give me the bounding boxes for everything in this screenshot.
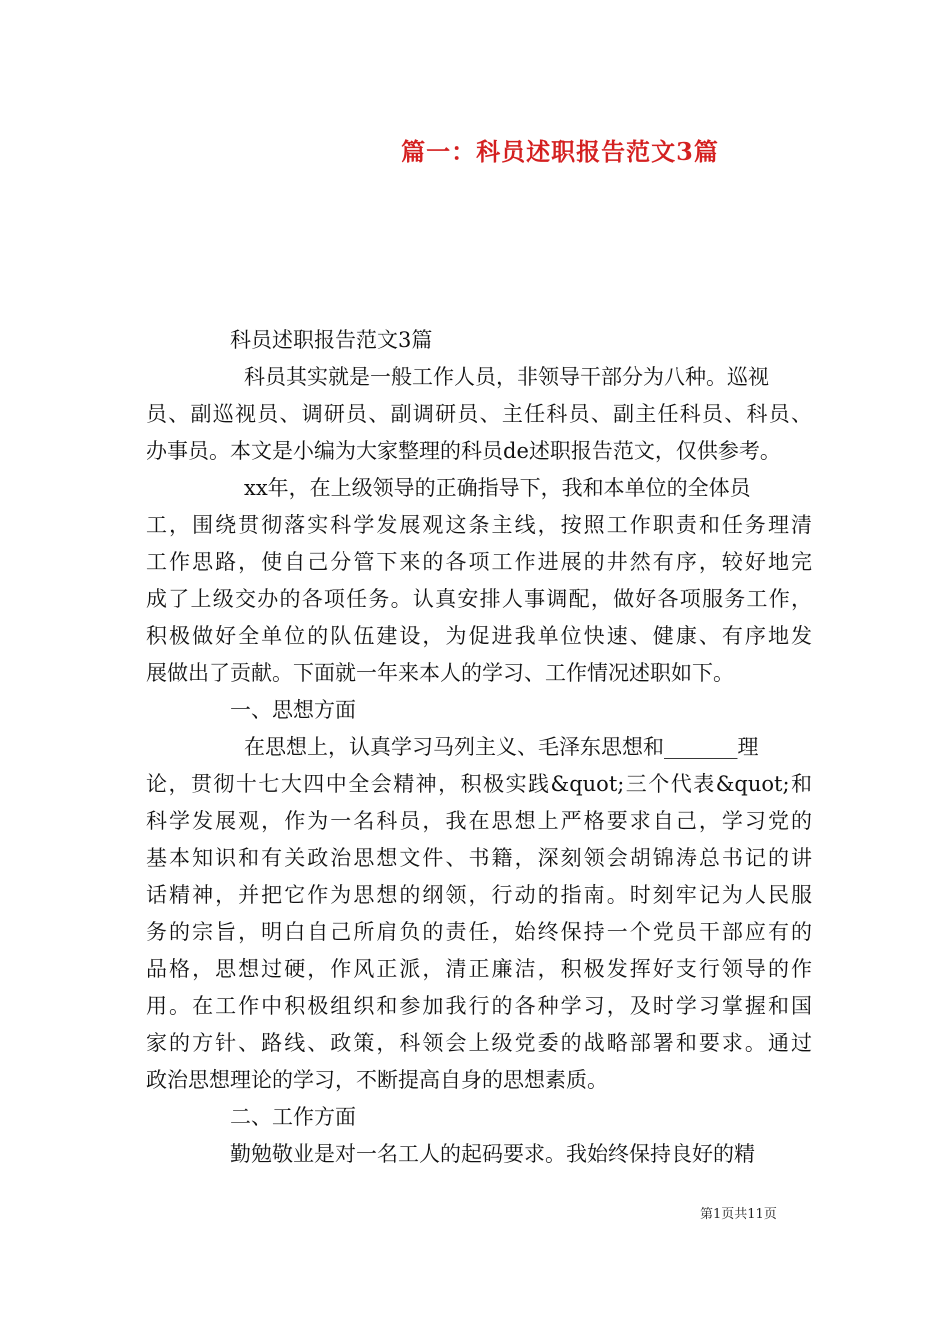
text-line: 员、副巡视员、调研员、副调研员、主任科员、副主任科员、科员、 [146,402,812,426]
text-line: 工作思路，使自己分管下来的各项工作进展的井然有序，较好地完 [146,550,812,574]
text-line: 二、工作方面 [230,1105,356,1129]
text-line: 勤勉敬业是对一名工人的起码要求。我始终保持良好的精 [230,1142,755,1166]
text-line: 论，贯彻十七大四中全会精神，积极实践&quot;三个代表&quot;和 [146,772,812,796]
text-line: 一、思想方面 [230,698,356,722]
text-line: 务的宗旨，明白自己所肩负的责任，始终保持一个党员干部应有的 [146,920,812,944]
text-line: 成了上级交办的各项任务。认真安排人事调配，做好各项服务工作， [146,587,812,611]
text-line: 工，围绕贯彻落实科学发展观这条主线，按照工作职责和任务理清 [146,513,812,537]
text-line: 积极做好全单位的队伍建设，为促进我单位快速、健康、有序地发 [146,624,812,648]
document-title: 篇一：科员述职报告范文3篇 [401,137,719,166]
text-line: xx年，在上级领导的正确指导下，我和本单位的全体员 [244,476,751,500]
page-footer: 第1页共11页 [700,1207,777,1222]
text-line: 办事员。本文是小编为大家整理的科员de述职报告范文，仅供参考。 [146,439,781,463]
text-line: 家的方针、路线、政策，科领会上级党委的战略部署和要求。通过 [146,1031,812,1055]
text-line: 品格，思想过硬，作风正派，清正廉洁，积极发挥好支行领导的作 [146,957,812,981]
text-line: 话精神，并把它作为思想的纲领，行动的指南。时刻牢记为人民服 [146,883,812,907]
text-line: 用。在工作中积极组织和参加我行的各种学习，及时学习掌握和国 [146,994,812,1018]
text-line: 在思想上，认真学习马列主义、毛泽东思想和_______理 [244,735,759,759]
text-line: 政治思想理论的学习，不断提高自身的思想素质。 [146,1068,608,1092]
text-line: 科学发展观，作为一名科员，我在思想上严格要求自己，学习党的 [146,809,812,833]
text-line: 科员其实就是一般工作人员，非领导干部分为八种。巡视 [244,365,769,389]
text-line: 展做出了贡献。下面就一年来本人的学习、工作情况述职如下。 [146,661,734,685]
text-line: 科员述职报告范文3篇 [230,328,433,352]
text-line: 基本知识和有关政治思想文件、书籍，深刻领会胡锦涛总书记的讲 [146,846,812,870]
document-body [146,322,812,1173]
